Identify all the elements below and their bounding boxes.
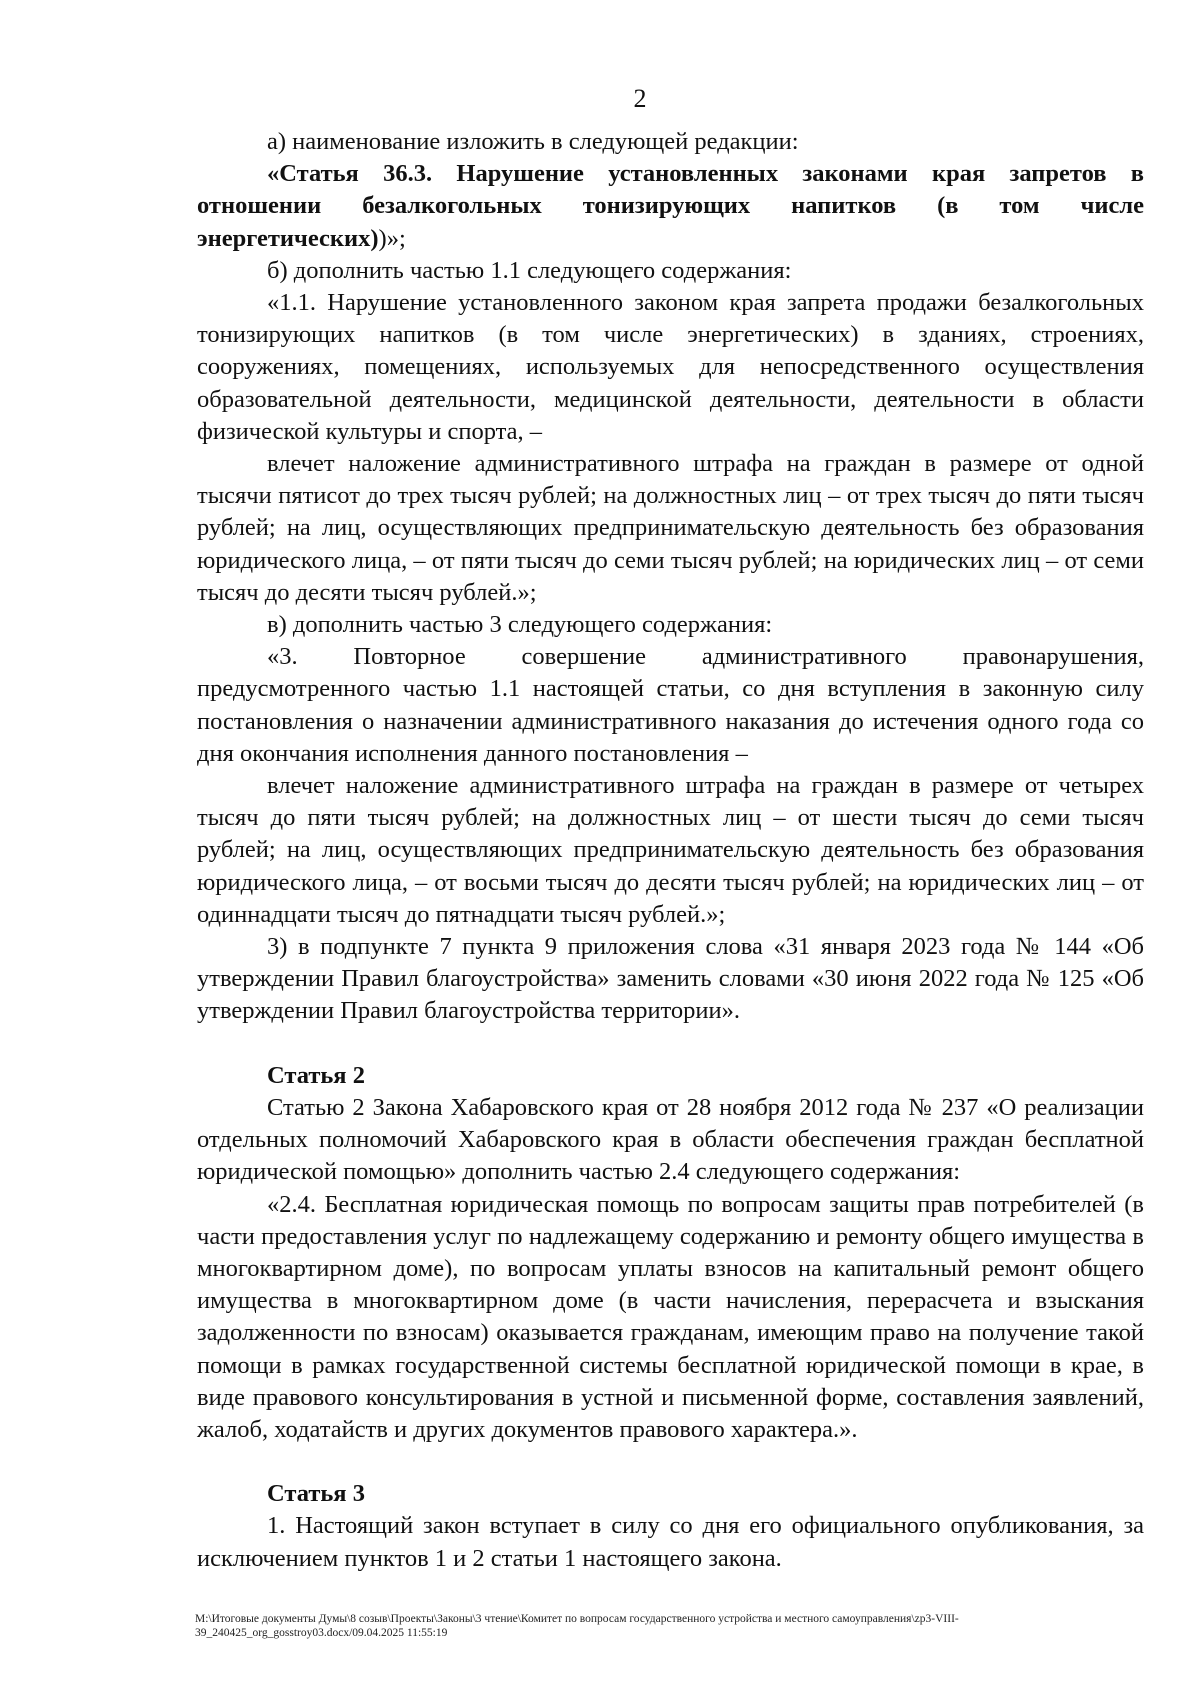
paragraph-b-intro: б) дополнить частью 1.1 следующего содержания: [267,256,792,284]
paragraph-part-3: «3. Повторное совершение административного правонарушения, предусмотренного частью 1.1 настоящей статьи, со дня вступления в законную силу постановления о назначении административного наказания до истечения одного года со дня окончания исполнения данного постановления – [197,643,1144,767]
article-title: «Статья 36.3. Нарушение установленных законами края запретов в отношении безалкогольных тонизирующих напитков (в том числе энергетических) [197,160,1144,252]
paragraph-article-2: Статью 2 Закона Хабаровского края от 28 ноября 2012 года № 237 «О реализации отдельных полномочий Хабаровского края в области обеспечения граждан бесплатной юридической помощью» дополнить частью 2.4 следующего содержания: [197,1093,1144,1186]
page-number: 2 [633,84,647,113]
article-title-tail: )»; [378,224,406,252]
document-body [197,126,1144,1575]
article-3-heading: Статья 3 [267,1480,365,1508]
spacer [197,1028,1144,1060]
article-2-heading: Статья 2 [267,1061,365,1089]
spacer [197,1446,1144,1478]
footer-file-path: M:\Итоговые документы Думы\8 созыв\Проекты\Законы\3 чтение\Комитет по вопросам государственного устройства и местного самоуправления\zp3-VIII-39_240425_org_gosstroy03.docx/09.04.2025 11:55:19 [195,1613,959,1639]
paragraph-part-1-1: «1.1. Нарушение установленного законом края запрета продажи безалкогольных тонизирующих напитков (в том числе энергетических) в зданиях, строениях, сооружениях, помещениях, используемых для непосредственного осуществления образовательной деятельности, медицинской деятельности, деятельности в области физической культуры и спорта, – [197,289,1144,445]
paragraph-point-3: 3) в подпункте 7 пункта 9 приложения слова «31 января 2023 года № 144 «Об утверждении Правил благоустройства» заменить словами «30 июня 2022 года № 125 «Об утверждении Правил благоустройства территории». [197,933,1144,1025]
paragraph-part-1-1-penalty: влечет наложение административного штрафа на граждан в размере от одной тысячи пятисот до трех тысяч рублей; на должностных лиц – от трех тысяч до пяти тысяч рублей; на лиц, осуществляющих предпринимательскую деятельность без образования юридического лица, – от пяти тысяч до семи тысяч рублей; на юридических лиц – от семи тысяч до десяти тысяч рублей.»; [197,450,1144,606]
paragraph-part-2-4: «2.4. Бесплатная юридическая помощь по вопросам защиты прав потребителей (в части предоставления услуг по надлежащему содержанию и ремонту общего имущества в многоквартирном доме), по вопросам уплаты взносов на капитальный ремонт общего имущества в многоквартирном доме (в части начисления, перерасчета и взыскания задолженности по взносам) оказывается гражданам, имеющим право на получение такой помощи в рамках государственной системы бесплатной юридической помощи в крае, в виде правового консультирования в устной и письменной форме, составления заявлений, жалоб, ходатайств и других документов правового характера.». [197,1190,1144,1443]
paragraph-part-3-penalty: влечет наложение административного штрафа на граждан в размере от четырех тысяч до пяти тысяч рублей; на должностных лиц – от шести тысяч до семи тысяч рублей; на лиц, осуществляющих предпринимательскую деятельность без образования юридического лица, – от восьми тысяч до десяти тысяч рублей; на юридических лиц – от одиннадцати тысяч до пятнадцати тысяч рублей.»; [197,772,1144,928]
paragraph-c-intro: в) дополнить частью 3 следующего содержания: [267,611,773,639]
paragraph-a-intro: а) наименование изложить в следующей редакции: [267,128,799,155]
paragraph-article-3: 1. Настоящий закон вступает в силу со дня его официального опубликования, за исключением пунктов 1 и 2 статьи 1 настоящего закона. [197,1512,1144,1572]
article-title-paragraph [197,158,1144,255]
